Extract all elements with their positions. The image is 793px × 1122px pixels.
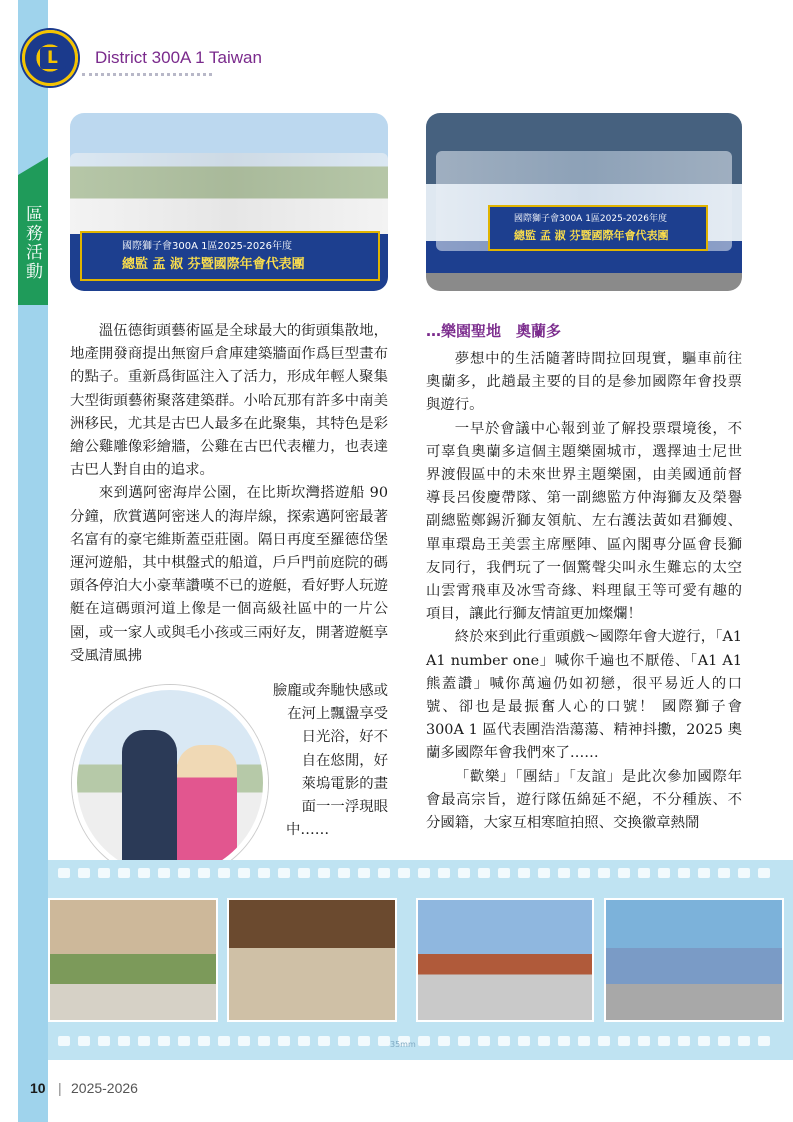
banner-line-1: 國際獅子會300A 1區2025-2026年度 [514,214,667,224]
photo-delegation-group [426,113,742,291]
photo-parade-group [70,113,388,291]
paragraph: 來到邁阿密海岸公園，在比斯坎灣搭遊船 90 分鐘，欣賞邁阿密迷人的海岸線，探索邁阿密最著名富有的豪宅維斯蓋亞莊園。隔日再度至羅德岱堡運河遊船，其中棋盤式的船道，戶戶門前庭院的碼頭各停泊大小豪華讚嘆不已的遊艇，看好野人玩遊艇在這碼頭河道上像是一個高級社區中的一片公園，或一家人或與毛小孩或三兩好友，開著遊艇享受風清風拂 [70,485,388,664]
parade-banner [80,231,380,281]
film-perforations-top [48,868,793,882]
tail-line: 日光浴，好不 [301,729,388,746]
logo-letter: L [47,48,58,68]
logo-emblem [40,47,66,69]
left-column-text [70,320,388,668]
paragraph: 夢想中的生活隨著時間拉回現實，驅車前往奧蘭多，此趟最主要的目的是參加國際年會投票與遊行。 [426,351,742,414]
photo-people [70,153,388,233]
film-mark: 35mm [390,1040,416,1049]
photo-person-right [177,745,237,875]
lions-logo [22,30,78,86]
tail-line: 自在悠閒，好 [301,752,388,769]
footer-separator: | [58,1080,62,1096]
banner-line-2: 總監 孟 淑 芬暨國際年會代表團 [514,229,669,242]
section-label: 區務活動 [22,205,42,281]
film-perforations-bottom [48,1036,793,1050]
tail-line: 面一一浮現眼 [301,799,388,816]
paragraph: 終於來到此行重頭戲～國際年會大遊行，「A1 A1 number one」喊你千遍也不厭倦、「A1 A1 熊蓋讚」喊你萬遍仍如初戀，很平易近人的口號、卻也是最振奮人心的口號！ 國際獅子會 300A 1 區代表團浩浩蕩蕩、精神抖擻，2025 奧蘭多國際年會我們來了…… [426,629,742,762]
photo-couple-boat [72,685,268,881]
paragraph: 一早於會議中心報到並了解投票環境後，不可辜負奧蘭多這個主題樂園城市，選擇迪士尼世界渡假區中的未來世界主題樂園，由美國通前督導長呂俊慶帶隊、第一副總監方仲海獅友及榮譽副總監鄭錫沂獅友領航、左右護法黃如君獅嫂、單車環島王美雲主席壓陣、區內閣專分區會長獅友同行，我們玩了一個驚聲尖叫永生難忘的太空山雲霄飛車及冰雪奇緣、料理鼠王等可愛有趣的項目，讓此行獅友情誼更加燦爛！ [426,420,742,623]
left-column-tail [246,680,388,842]
footer-year: 2025-2026 [71,1080,138,1096]
paragraph: 「歡樂」「團結」「友誼」是此次參加國際年會最高宗旨，遊行隊伍綿延不絕，不分種族、不分國籍，大家互相寒暄拍照、交換徽章熱鬧 [426,768,742,832]
banner-line-2: 總監 孟 淑 芬暨國際年會代表團 [122,257,305,272]
tail-line: 在河上飄盪享受 [287,706,388,723]
header-divider [82,73,212,76]
tail-line: 萊塢電影的畫 [301,775,388,792]
tail-line: 中…… [286,822,330,839]
photo-film-strip [48,860,793,1060]
right-column-text [426,348,742,835]
paragraph: 溫伍德街頭藝術區是全球最大的街頭集散地，地產開發商提出無窗戶倉庫建築牆面作爲巨型畫布的點子。重新爲街區注入了活力，形成年輕人聚集大型街頭藝術聚落建築群。小哈瓦那有許多中南美洲移民，尤其是古巴人最多在此聚集，其特色是彩繪公雞雕像彩繪牆，公雞在古巴代表權力，也表達古巴人對自由的追求。 [70,323,388,479]
photo-group-patio [48,898,218,1022]
page-number: 10 [30,1080,46,1096]
tail-line: 臉龐或奔馳快感或 [272,683,388,699]
header-title: District 300A 1 Taiwan [95,48,262,67]
banner-line-1: 國際獅子會300A 1區2025-2026年度 [122,241,292,252]
delegation-banner [488,205,708,251]
photo-group-fountain [416,898,594,1022]
photo-group-dinner [227,898,397,1022]
photo-person-left [122,730,177,870]
photo-group-mural [604,898,784,1022]
section-heading: …樂園聖地 奧蘭多 [426,322,562,340]
